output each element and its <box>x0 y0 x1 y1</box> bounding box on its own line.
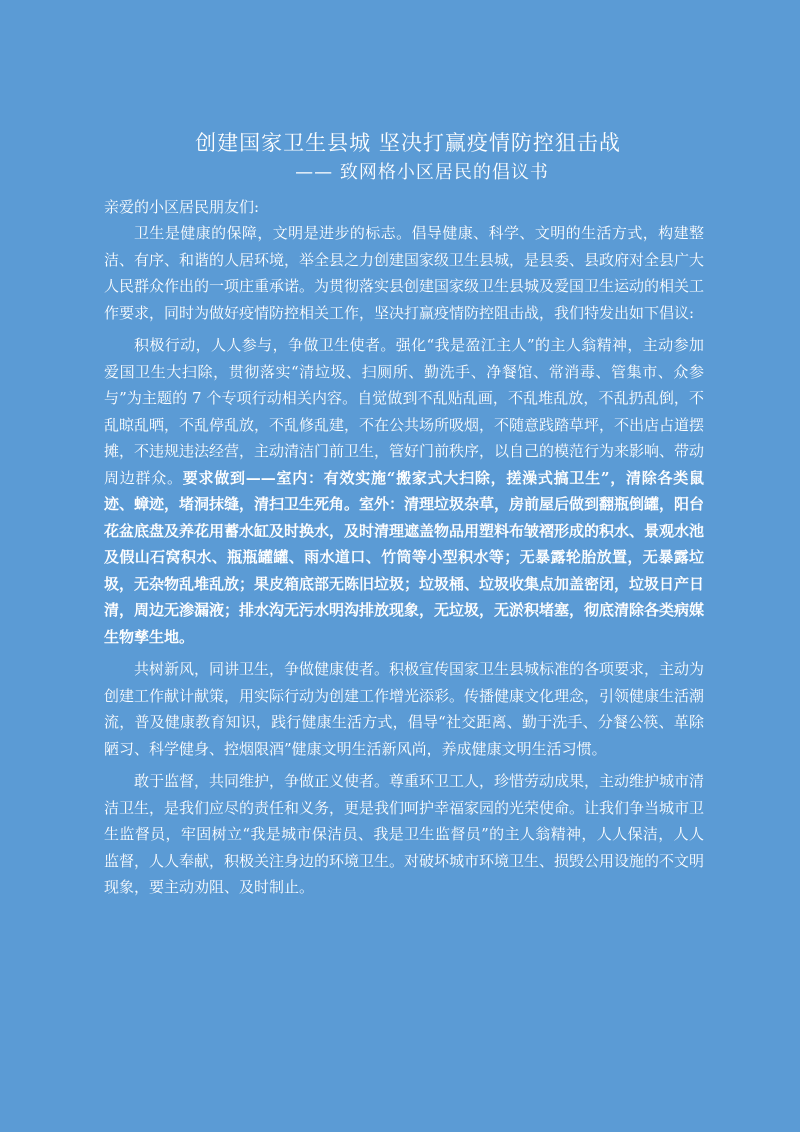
greeting: 亲爱的小区居民朋友们: <box>104 198 260 216</box>
paragraph-health <box>104 656 704 762</box>
paragraph-supervision <box>104 768 704 901</box>
paragraph-action-text: 积极行动，人人参与，争做卫生使者。强化“我是盈江主人”的主人翁精神，主动参加爱国卫生大扫除，贯彻落实“清垃圾、扫厕所、勤洗手、净餐馆、常消毒、管集市、众参与”为主题的 7 个专项行动相关内容。自觉做到不乱贴乱画，不乱堆乱放，不乱扔乱倒，不乱晾乱晒，不乱停乱放，不乱修乱建，不在公共场所吸烟，不随意践踏草坪，不出店占道摆摊，不违规违法经营，主动清洁门前卫生，管好门前秩序，以自己的模范行为来影响、带动周边群众。 <box>104 336 705 487</box>
paragraph-supervision-text: 敢于监督，共同维护，争做正义使者。尊重环卫工人，珍惜劳动成果，主动维护城市清洁卫生，是我们应尽的责任和义务，更是我们呵护幸福家园的光荣使命。让我们争当城市卫生监督员，牢固树立“我是城市保洁员、我是卫生监督员”的主人翁精神，人人保洁，人人监督，人人奉献，积极关注身边的环境卫生。对破坏城市环境卫生、损毁公用设施的不文明现象，要主动劝阻、及时制止。 <box>104 772 705 896</box>
paragraph-action <box>104 332 704 650</box>
paragraph-action-requirements: 要求做到——室内：有效实施“搬家式大扫除，搓澡式搞卫生”，清除各类鼠迹、蟑迹，堵洞抹缝，清扫卫生死角。室外：清理垃圾杂草，房前屋后做到翻瓶倒罐，阳台花盆底盘及养花用蓄水缸及时换水，及时清理遮盖物品用塑料布皱褶形成的积水、景观水池及假山石窝积水、瓶瓶罐罐、雨水道口、竹筒等小型积水等；无暴露轮胎放置，无暴露垃圾，无杂物乱堆乱放；果皮箱底部无陈旧垃圾；垃圾桶、垃圾收集点加盖密闭，垃圾日产日清，周边无渗漏液；排水沟无污水明沟排放现象，无垃圾，无淤积堵塞，彻底清除各类病媒生物孳生地。 <box>104 468 705 646</box>
document-subtitle: —— 致网格小区居民的倡议书 <box>295 162 549 183</box>
paragraph-health-text: 共树新风，同讲卫生，争做健康使者。积极宣传国家卫生县城标准的各项要求，主动为创建工作献计献策，用实际行动为创建工作增光添彩。传播健康文化理念，引领健康生活潮流，普及健康教育知识，践行健康生活方式，倡导“社交距离、勤于洗手、分餐公筷、革除陋习、科学健身、控烟限酒”健康文明生活新风尚，养成健康文明生活习惯。 <box>104 660 705 758</box>
document-title: 创建国家卫生县城 坚决打赢疫情防控狙击战 <box>195 131 621 155</box>
paragraph-intro <box>104 220 704 326</box>
paragraph-intro-text: 卫生是健康的保障，文明是进步的标志。倡导健康、科学、文明的生活方式，构建整洁、有序、和谐的人居环境，举全县之力创建国家级卫生县城，是县委、县政府对全县广大人民群众作出的一项庄重承诺。为贯彻落实县创建国家级卫生县城及爱国卫生运动的相关工作要求，同时为做好疫情防控相关工作，坚决打赢疫情防控阻击战，我们特发出如下倡议: <box>104 224 705 322</box>
